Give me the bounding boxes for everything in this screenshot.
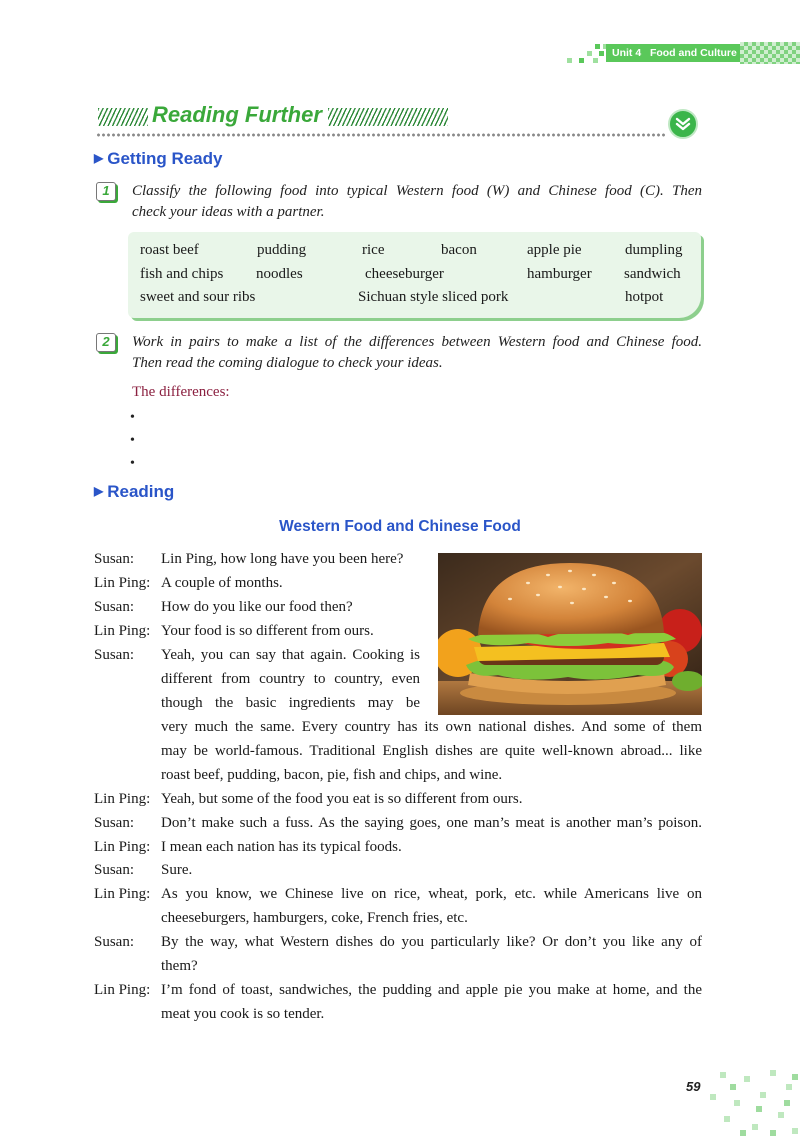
dialogue-line: I mean each nation has its typical foods.: [161, 839, 402, 855]
bullet-point: •: [130, 433, 135, 448]
speaker-label: Lin Ping:: [94, 575, 151, 591]
food-item: fish and chips: [140, 266, 224, 282]
differences-label: The differences:: [132, 384, 230, 400]
food-item: pudding: [257, 242, 307, 258]
dialogue-line: though the basic ingredients may be: [161, 695, 420, 711]
triangle-icon: ▶: [94, 484, 104, 498]
food-item: noodles: [256, 266, 303, 282]
bullet-point: •: [130, 456, 135, 471]
task-number-2: 2: [96, 333, 116, 352]
cheeseburger-photo: [438, 553, 702, 715]
dialogue-line: cheeseburgers, hamburgers, coke, French fries, etc.: [161, 910, 468, 926]
speaker-label: Lin Ping:: [94, 982, 151, 998]
dialogue-line: roast beef, pudding, bacon, pie, fish and chips, and wine.: [161, 767, 503, 783]
food-item: roast beef: [140, 242, 199, 258]
dialogue-line: I’m fond of toast, sandwiches, the pudding and apple pie you make at home, and the: [161, 982, 702, 998]
dialogue-line: Yeah, but some of the food you eat is so different from ours.: [161, 791, 523, 807]
food-item: sandwich: [624, 266, 681, 282]
food-item: sweet and sour ribs: [140, 289, 256, 305]
title-hatch-right: [328, 108, 448, 126]
speaker-label: Susan:: [94, 551, 135, 567]
task-2-instructions: Work in pairs to make a list of the differences between Western food and Chinese food. Then read the coming dialogue to check your ideas.: [132, 334, 702, 371]
unit-topic: Food and Culture: [649, 47, 737, 59]
dotted-rule: [96, 133, 666, 137]
food-item: rice: [362, 242, 385, 258]
page-number: 59: [686, 1079, 701, 1094]
food-item: cheeseburger: [365, 266, 444, 282]
header-checker-decoration: [740, 42, 800, 64]
footer-pixel-decoration: [700, 1070, 800, 1138]
speaker-label: Susan:: [94, 934, 135, 950]
dialogue-line: As you know, we Chinese live on rice, wheat, pork, etc. while Americans live on: [161, 886, 702, 902]
speaker-label: Susan:: [94, 599, 135, 615]
speaker-label: Lin Ping:: [94, 886, 151, 902]
speaker-label: Lin Ping:: [94, 839, 151, 855]
dialogue-line: them?: [161, 958, 198, 974]
speaker-label: Lin Ping:: [94, 791, 151, 807]
speaker-label: Susan:: [94, 862, 135, 878]
food-item: Sichuan style sliced pork: [358, 289, 509, 305]
section-title-bar: [96, 103, 702, 143]
dialogue-line: very much the same. Every country has its own national dishes. And some of them: [161, 719, 702, 735]
bullet-point: •: [130, 410, 135, 425]
food-item: hamburger: [527, 266, 592, 282]
title-hatch-left: [98, 108, 148, 126]
speaker-label: Susan:: [94, 815, 135, 831]
reading-heading: ▶ Reading: [94, 482, 175, 501]
unit-header: [606, 44, 740, 62]
dialogue-line: Don’t make such a fuss. As the saying goes, one man’s meat is another man’s poison.: [161, 815, 702, 831]
dialogue-line: Your food is so different from ours.: [161, 623, 374, 639]
dialogue-line: By the way, what Western dishes do you particularly like? Or don’t you like any of: [161, 934, 702, 950]
speaker-label: Susan:: [94, 647, 135, 663]
getting-ready-heading: ▶ Getting Ready: [94, 149, 223, 168]
food-item: dumpling: [625, 242, 683, 258]
food-item: bacon: [441, 242, 477, 258]
food-item: hotpot: [625, 289, 664, 305]
unit-number: Unit 4: [612, 47, 642, 59]
dialogue-line: How do you like our food then?: [161, 599, 353, 615]
dialogue-line: different from country to country, even: [161, 671, 420, 687]
dialogue-line: Yeah, you can say that again. Cooking is: [161, 647, 420, 663]
speaker-label: Lin Ping:: [94, 623, 151, 639]
food-item: apple pie: [527, 242, 582, 258]
dialogue-line: Lin Ping, how long have you been here?: [161, 551, 404, 567]
task-number-1: 1: [96, 182, 116, 201]
reading-title: Western Food and Chinese Food: [279, 518, 521, 535]
section-title: Reading Further: [152, 102, 322, 127]
task-1-instructions: Classify the following food into typical Western food (W) and Chinese food (C). Then check your ideas with a partner.: [132, 183, 702, 220]
dialogue-line: A couple of months.: [161, 575, 283, 591]
dialogue-line: Sure.: [161, 862, 193, 878]
chevron-down-icon[interactable]: [668, 109, 698, 139]
dialogue-line: meat you cook is so tender.: [161, 1006, 325, 1022]
dialogue-line: may be world-famous. Traditional English dishes are quite well-known abroad... like: [161, 743, 702, 759]
triangle-icon: ▶: [94, 151, 104, 165]
